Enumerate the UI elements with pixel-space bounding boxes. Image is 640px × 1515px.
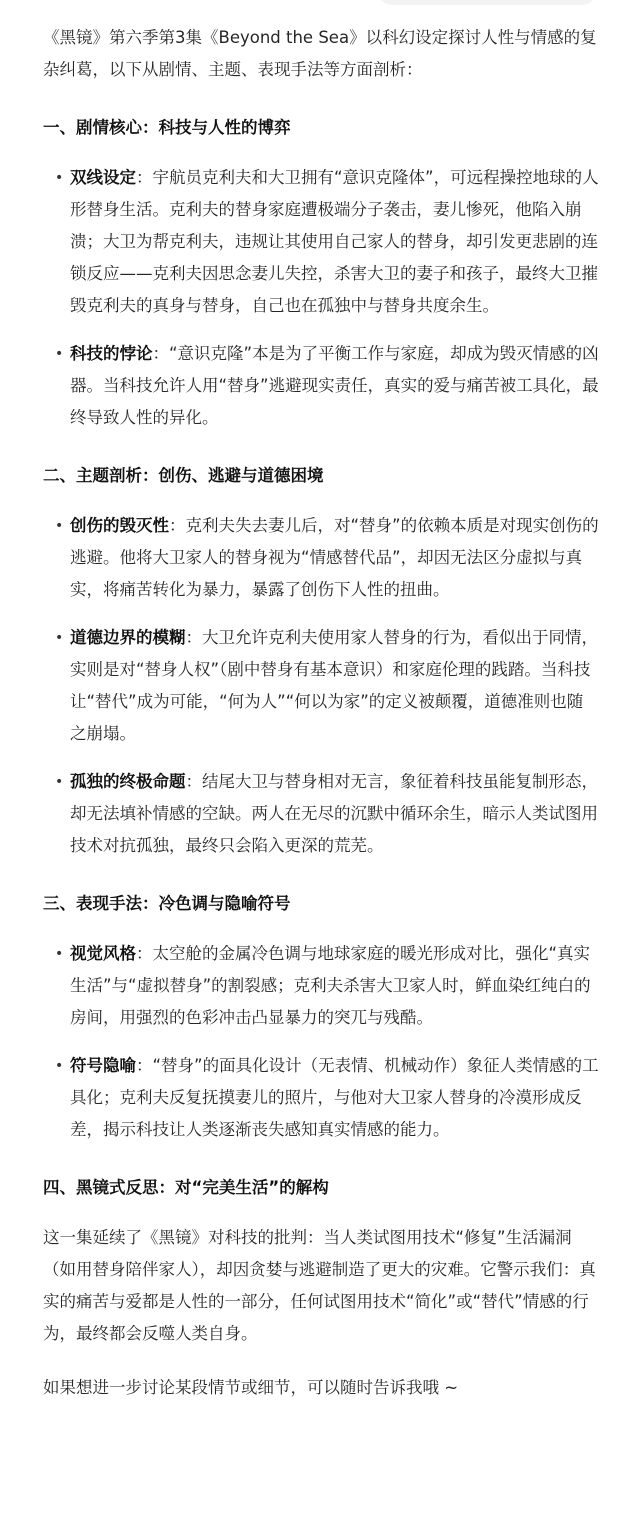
section-heading-reflection: 四、黑镜式反思：对“完美生活”的解构	[43, 1178, 329, 1197]
item-separator: ：	[136, 944, 153, 963]
bullet-icon: •	[55, 346, 64, 362]
bullet-list-theme	[43, 510, 599, 862]
item-term: 符号隐喻	[70, 1056, 136, 1075]
item-text: 宇航员克利夫和大卫拥有“意识克隆体”，可远程操控地球的人形替身生活。克利夫的替身家庭遭极端分子袭击，妻儿惨死，他陷入崩溃；大卫为帮克利夫，违规让其使用自己家人的替身，却引发更悲剧的连锁反应——克利夫因思念妻儿失控，杀害大卫的妻子和孩子，最终大卫摧毁克利夫的真身与替身，自己也在孤独中与替身共度余生。	[70, 168, 599, 315]
item-text: 结尾大卫与替身相对无言，象征着科技虽能复制形态，却无法填补情感的空缺。两人在无尽的沉默中循环余生，暗示人类试图用技术对抗孤独，最终只会陷入更深的荒芜。	[70, 772, 598, 855]
assistant-response	[43, 22, 599, 1404]
bullet-icon: •	[55, 630, 64, 646]
item-separator: ：	[185, 628, 202, 647]
bullet-icon: •	[55, 946, 64, 962]
item-text: “意识克隆”本是为了平衡工作与家庭，却成为毁灭情感的凶器。当科技允许人用“替身”逃避现实责任，真实的爱与痛苦被工具化，最终导致人性的异化。	[70, 344, 599, 427]
item-text: 克利夫失去妻儿后，对“替身”的依赖本质是对现实创伤的逃避。他将大卫家人的替身视为“情感替代品”，却因无法区分虚拟与真实，将痛苦转化为暴力，暴露了创伤下人性的扭曲。	[70, 516, 599, 599]
user-message-bubble	[378, 0, 596, 5]
list-item	[43, 622, 599, 750]
item-term: 视觉风格	[70, 944, 136, 963]
section-heading-theme: 二、主题剖析：创伤、逃避与道德困境	[43, 466, 324, 485]
bullet-list-technique	[43, 938, 599, 1146]
bullet-icon: •	[55, 170, 64, 186]
bullet-icon: •	[55, 1058, 64, 1074]
list-item	[43, 1050, 599, 1146]
item-text: 大卫允许克利夫使用家人替身的行为，看似出于同情，实则是对“替身人权”（剧中替身有基本意识）和家庭伦理的践踏。当科技让“替代”成为可能，“何为人”“何以为家”的定义被颠覆，道德准则也随之崩塌。	[70, 628, 598, 743]
section-heading-plot: 一、剧情核心：科技与人性的博弈	[43, 118, 291, 137]
item-term: 孤独的终极命题	[70, 772, 186, 791]
reflection-paragraph: 这一集延续了《黑镜》对科技的批判：当人类试图用技术“修复”生活漏洞（如用替身陪伴家人），却因贪婪与逃避制造了更大的灾难。它警示我们：真实的痛苦与爱都是人性的一部分，任何试图用技术“简化”或“替代”情感的行为，最终都会反噬人类自身。	[43, 1228, 596, 1343]
section-heading-technique: 三、表现手法：冷色调与隐喻符号	[43, 894, 291, 913]
item-separator: ：	[152, 344, 169, 363]
item-term: 道德边界的模糊	[70, 628, 186, 647]
item-term: 创伤的毁灭性	[70, 516, 169, 535]
item-text: “替身”的面具化设计（无表情、机械动作）象征人类情感的工具化；克利夫反复抚摸妻儿的照片，与他对大卫家人替身的冷漠形成反差，揭示科技让人类逐渐丧失感知真实情感的能力。	[70, 1056, 599, 1139]
list-item	[43, 938, 599, 1034]
bullet-list-plot	[43, 162, 599, 434]
closing-paragraph: 如果想进一步讨论某段情节或细节，可以随时告诉我哦 ~	[43, 1378, 459, 1397]
item-separator: ：	[169, 516, 186, 535]
item-term: 科技的悖论	[70, 344, 153, 363]
item-text: 太空舱的金属冷色调与地球家庭的暖光形成对比，强化“真实生活”与“虚拟替身”的割裂感；克利夫杀害大卫家人时，鲜血染红纯白的房间，用强烈的色彩冲击凸显暴力的突兀与残酷。	[70, 944, 591, 1027]
list-item	[43, 162, 599, 322]
item-term: 双线设定	[70, 168, 136, 187]
item-separator: ：	[136, 1056, 153, 1075]
list-item	[43, 766, 599, 862]
list-item	[43, 338, 599, 434]
intro-paragraph: 《黑镜》第六季第3集《Beyond the Sea》以科幻设定探讨人性与情感的复杂纠葛，以下从剧情、主题、表现手法等方面剖析：	[43, 28, 597, 79]
bullet-icon: •	[55, 774, 64, 790]
item-separator: ：	[185, 772, 202, 791]
list-item	[43, 510, 599, 606]
bullet-icon: •	[55, 518, 64, 534]
item-separator: ：	[136, 168, 153, 187]
